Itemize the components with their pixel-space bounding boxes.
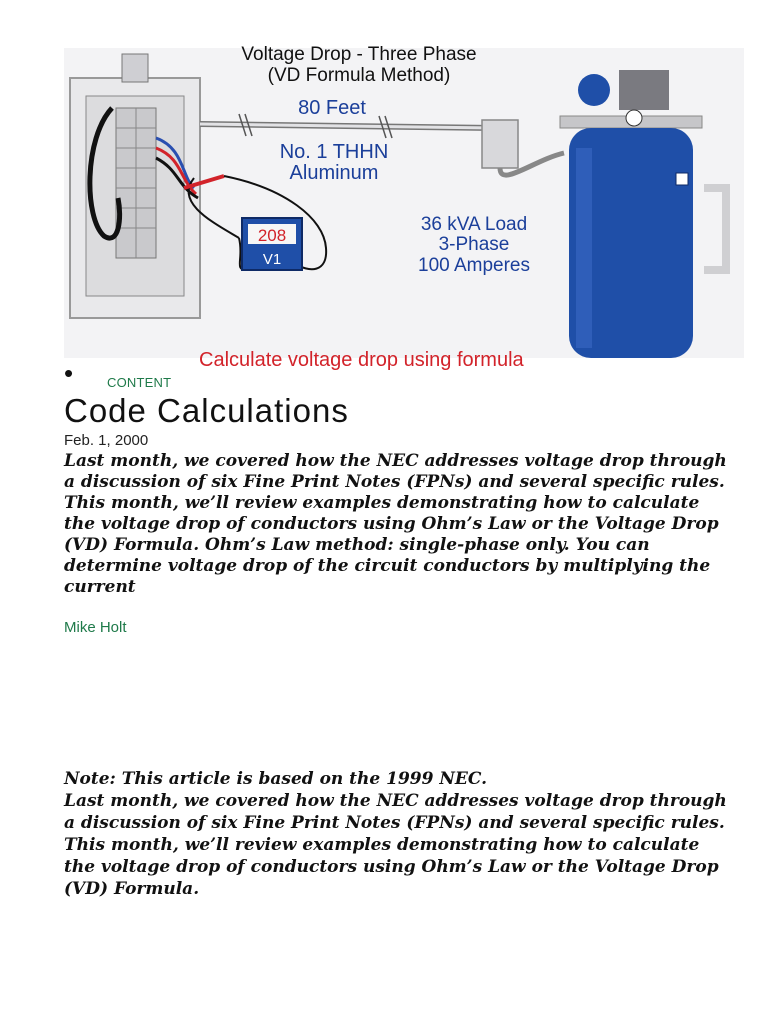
article-paragraph: Last month, we covered how the NEC addresses voltage drop through a discussion of six Fine Print Notes (FPNs) and several specific rules. This month, we’ll review examples demonstrating how to calculate the voltage drop of conductors using Ohm’s Law or the Voltage Drop (VD) Formula.	[64, 791, 727, 899]
diagram-title-line2: (VD Formula Method)	[267, 65, 451, 86]
article-hero-figure	[64, 44, 744, 371]
conductor-label-line2: Aluminum	[289, 162, 379, 184]
cut-off-caption: Calculate voltage drop using formula	[199, 349, 524, 371]
publish-date: Feb. 1, 2000	[64, 432, 149, 449]
article-summary: Last month, we covered how the NEC addresses voltage drop through a discussion of six Fine Print Notes (FPNs) and several specific rules. This month, we’ll review examples demonstrating how to calculate the voltage drop of conductors using Ohm’s Law or the Voltage Drop (VD) Formula. Ohm’s Law method: single-phase only. You can determine voltage drop of the circuit conductors by multiplying the current	[64, 451, 727, 597]
article-note: Note: This article is based on the 1999 NEC.	[64, 769, 488, 789]
load-label-line3: 100 Amperes	[418, 255, 530, 276]
list-bullet: •	[64, 358, 74, 388]
author-link[interactable]: Mike Holt	[64, 619, 127, 636]
diagram-title-line1: Voltage Drop - Three Phase	[241, 44, 477, 65]
voltage-drop-diagram	[64, 44, 744, 371]
article-body	[64, 768, 729, 900]
electrical-panel	[70, 54, 200, 318]
load-label-line1: 36 kVA Load	[420, 214, 528, 235]
meter-label: V1	[262, 251, 282, 268]
category-link[interactable]: CONTENT	[107, 375, 172, 390]
conductor-label-line1: No. 1 THHN	[279, 141, 389, 163]
load-label-line2: 3-Phase	[438, 234, 510, 255]
meter-reading: 208	[257, 226, 287, 245]
voltmeter	[242, 218, 302, 270]
article-title: Code Calculations	[64, 392, 349, 429]
distance-label: 80 Feet	[298, 97, 366, 119]
